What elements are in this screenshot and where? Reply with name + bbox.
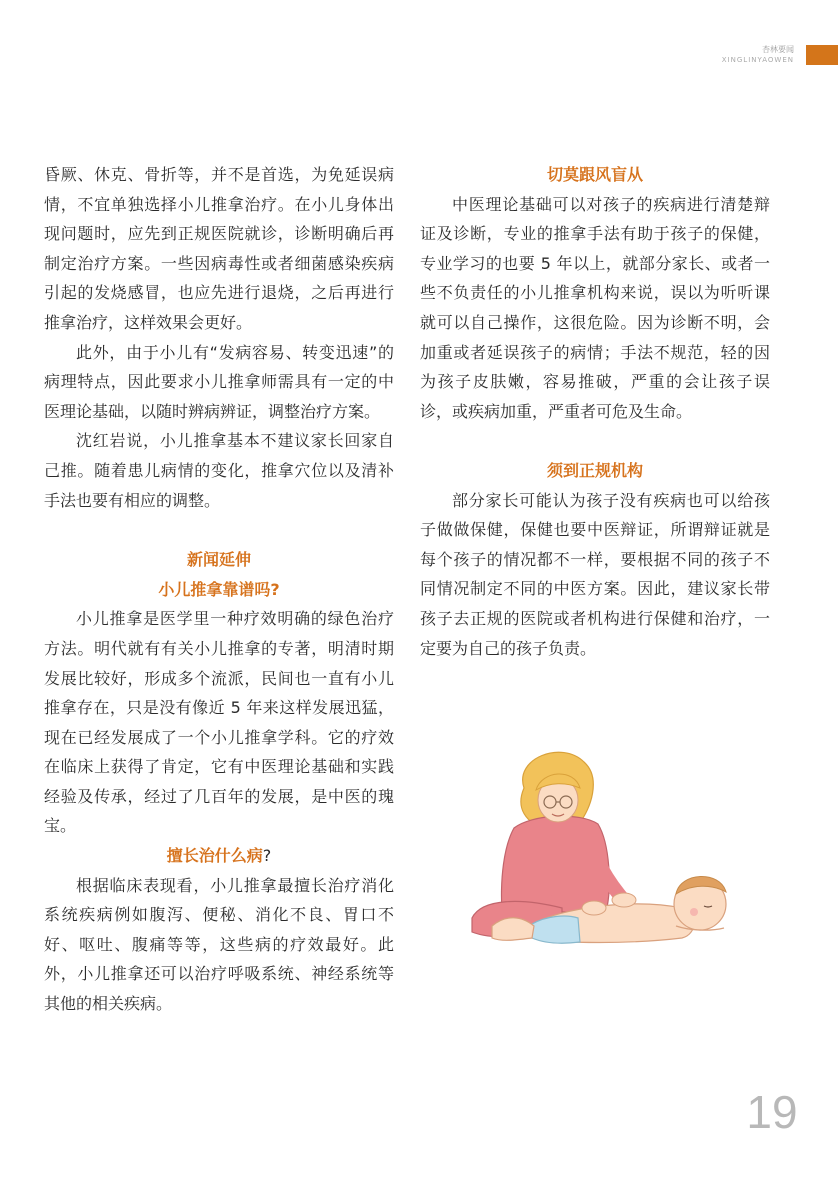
paragraph: 中医理论基础可以对孩子的疾病进行清楚辩证及诊断，专业的推拿手法有助于孩子的保健，专业学习的也要 5 年以上，就部分家长、或者一些不负责任的小儿推拿机构来说，误以为听听课就可以自己操作，这很危险。因为诊断不明，会加重或者延误孩子的病情；手法不规范，轻的因为孩子皮肤嫩，容易推破，严重的会让孩子误诊，或疾病加重，严重者可危及生命。 xyxy=(420,194,770,421)
paragraph: 此外，由于小儿有“发病容易、转变迅速”的病理特点，因此要求小儿推拿师需具有一定的中医理论基础，以随时辨病辨证，调整治疗方案。 xyxy=(44,342,394,421)
right-column xyxy=(420,160,770,663)
heading-dont-follow-blindly: 切莫跟风盲从 xyxy=(546,165,643,184)
section-title-cn: 杏林要闻 xyxy=(762,45,794,54)
section-title-en: XINGLINYAOWEN xyxy=(721,56,794,64)
heading-is-it-reliable: 小儿推拿靠谱吗? xyxy=(158,579,280,599)
heading-formal-institution: 须到正规机构 xyxy=(546,460,643,480)
massage-illustration xyxy=(462,748,752,958)
page-number: 19 xyxy=(746,1086,798,1138)
paragraph: 部分家长可能认为孩子没有疾病也可以给孩子做做保健，保健也要中医辩证，所谓辩证就是每个孩子的情况都不一样，要根据不同的孩子不同情况制定不同的中医方案。因此，建议家长带孩子去正规的医院或者机构进行保健和治疗，一定要为自己的孩子负责。 xyxy=(420,490,770,658)
heading-text: 擅长治什么病 xyxy=(166,846,263,866)
header-accent-block xyxy=(806,45,838,65)
paragraph: 沈红岩说，小儿推拿基本不建议家长回家自己推。随着患儿病情的变化，推拿穴位以及清补手法也要有相应的调整。 xyxy=(44,431,394,510)
paragraph: 根据临床表现看，小儿推拿最擅长治疗消化系统疾病例如腹泻、便秘、消化不良、胃口不好、呕吐、腹痛等等，这些病的疗效最好。此外，小儿推拿还可以治疗呼吸系统、神经系统等其他的相关疾病。 xyxy=(44,875,394,1014)
heading-what-it-treats xyxy=(44,841,394,871)
section-header xyxy=(722,44,794,66)
left-column xyxy=(44,160,394,1019)
paragraph: 小儿推拿是医学里一种疗效明确的绿色治疗方法。明代就有有关小儿推拿的专著，明清时期发展比较好，形成多个流派，民间也一直有小儿推拿存在，只是没有像近 5 年来这样发展迅猛，现在已经发展成了一个小儿推拿学科。它的疗效在临床上获得了肯定，它有中医理论基础和实践经验及传承，经过了几百年的发展，是中医的瑰宝。 xyxy=(44,609,394,836)
heading-question-mark: ? xyxy=(262,846,272,866)
paragraph: 昏厥、休克、骨折等，并不是首选，为免延误病情，不宜单独选择小儿推拿治疗。在小儿身体出现问题时，应先到正规医院就诊，诊断明确后再制定治疗方案。一些因病毒性或者细菌感染疾病引起的发烧感冒，也应先进行退烧，之后再进行推拿治疗，这样效果会更好。 xyxy=(44,165,394,332)
heading-news-extension: 新闻延伸 xyxy=(186,550,251,570)
